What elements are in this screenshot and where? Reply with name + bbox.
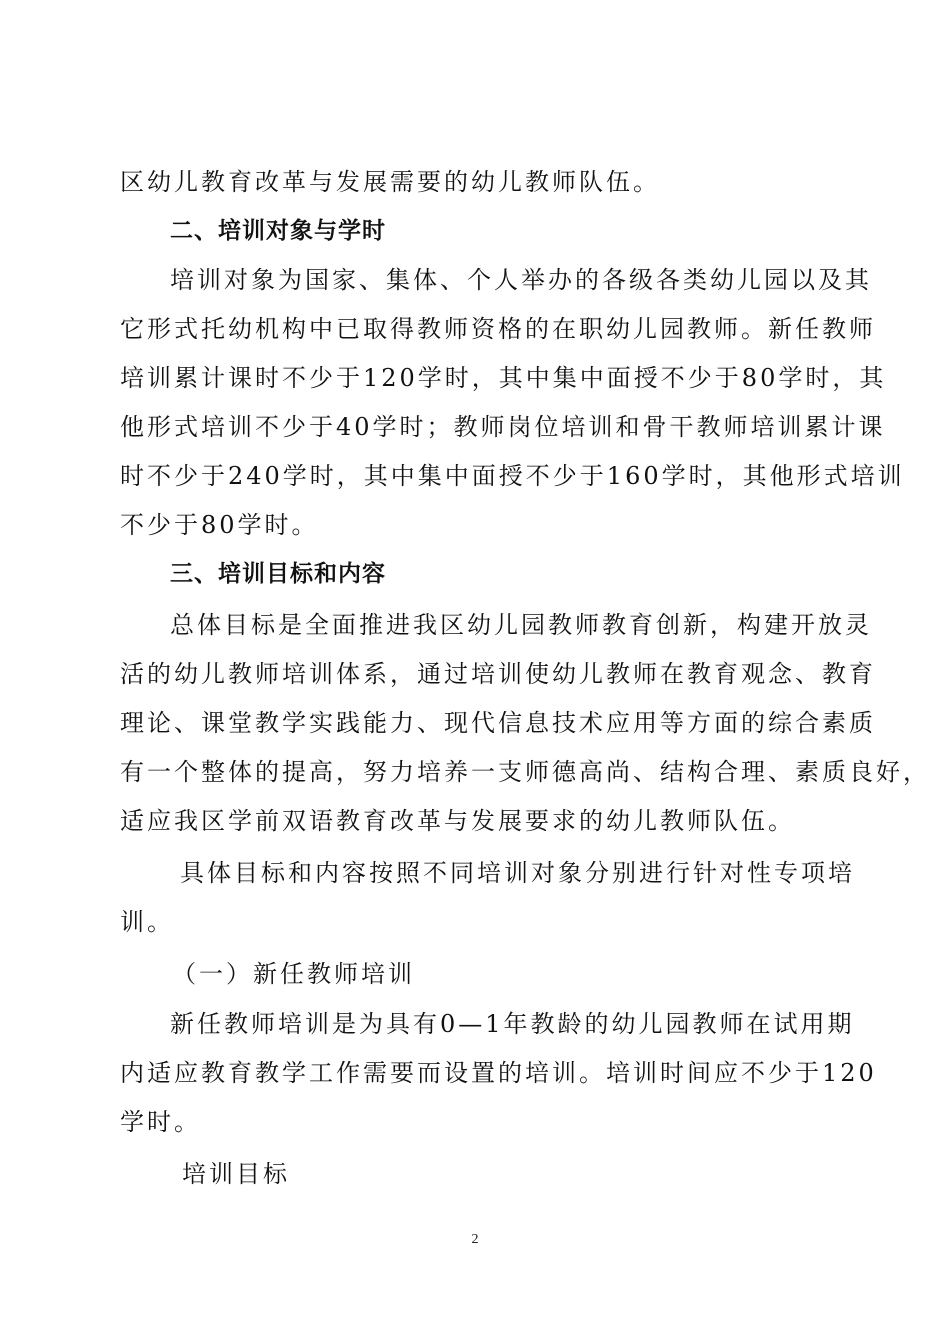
paragraph-line: 不少于80学时。 <box>120 511 319 539</box>
section-heading: 三、培训目标和内容 <box>170 561 386 587</box>
paragraph-line: 培训对象为国家、集体、个人举办的各级各类幼儿园以及其 <box>170 266 872 294</box>
section-heading: 二、培训对象与学时 <box>170 218 386 244</box>
paragraph-line: 内适应教育教学工作需要而设置的培训。培训时间应不少于120 <box>120 1059 877 1087</box>
paragraph-line: 时不少于240学时，其中集中面授不少于160学时，其他形式培训 <box>120 462 905 490</box>
paragraph-line: 培训累计课时不少于120学时，其中集中面授不少于80学时，其 <box>120 364 887 392</box>
paragraph-line: 训。 <box>120 908 174 936</box>
page-number: 2 <box>471 1232 479 1247</box>
paragraph-line: 它形式托幼机构中已取得教师资格的在职幼儿园教师。新任教师 <box>120 315 876 343</box>
paragraph-line: 适应我区学前双语教育改革与发展要求的幼儿教师队伍。 <box>120 807 795 835</box>
paragraph-line: 有一个整体的提高，努力培养一支师德高尚、结构合理、素质良好， <box>120 758 930 786</box>
subsection-heading: （一）新任教师培训 <box>172 960 415 988</box>
paragraph-line: 培训目标 <box>182 1160 290 1188</box>
paragraph-line: 理论、课堂教学实践能力、现代信息技术应用等方面的综合素质 <box>120 709 876 737</box>
paragraph-line: 总体目标是全面推进我区幼儿园教师教育创新，构建开放灵 <box>170 611 872 639</box>
paragraph-line: 新任教师培训是为具有0—1年教龄的幼儿园教师在试用期 <box>170 1010 855 1038</box>
paragraph-line: 学时。 <box>120 1108 201 1136</box>
paragraph-line: 他形式培训不少于40学时；教师岗位培训和骨干教师培训累计课 <box>120 413 886 441</box>
paragraph-line: 区幼儿教育改革与发展需要的幼儿教师队伍。 <box>120 168 660 196</box>
paragraph-line: 具体目标和内容按照不同培训对象分别进行针对性专项培 <box>180 859 855 887</box>
paragraph-line: 活的幼儿教师培训体系，通过培训使幼儿教师在教育观念、教育 <box>120 660 876 688</box>
